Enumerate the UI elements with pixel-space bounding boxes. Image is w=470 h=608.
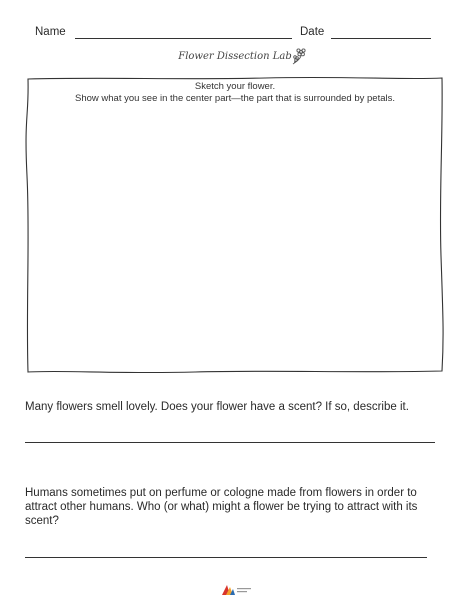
- sketch-border: [25, 76, 445, 374]
- name-label: Name: [35, 26, 66, 38]
- sketch-instructions: [25, 81, 445, 105]
- answer-line-attract[interactable]: [25, 557, 427, 558]
- publisher-logo-icon: [221, 584, 253, 596]
- answer-line-scent[interactable]: [25, 442, 435, 443]
- sketch-instruction-line-2: Show what you see in the center part—the part that is surrounded by petals.: [74, 93, 396, 104]
- date-label: Date: [300, 26, 325, 38]
- header-row: [35, 26, 435, 42]
- flower-icon: [289, 46, 309, 66]
- question-scent: Many flowers smell lovely. Does your flower have a scent? If so, describe it.: [25, 401, 409, 413]
- lab-title: Flower Dissection Lab: [178, 51, 292, 62]
- sketch-instruction-line-1: Sketch your flower.: [194, 81, 276, 92]
- sketch-area[interactable]: [25, 76, 445, 374]
- name-field-line[interactable]: [75, 38, 292, 39]
- date-field-line[interactable]: [331, 38, 431, 39]
- question-attract: Humans sometimes put on perfume or cologne made from flowers in order to attract other humans. Who (or what) might a flower be trying to attract with its scent?: [25, 487, 418, 527]
